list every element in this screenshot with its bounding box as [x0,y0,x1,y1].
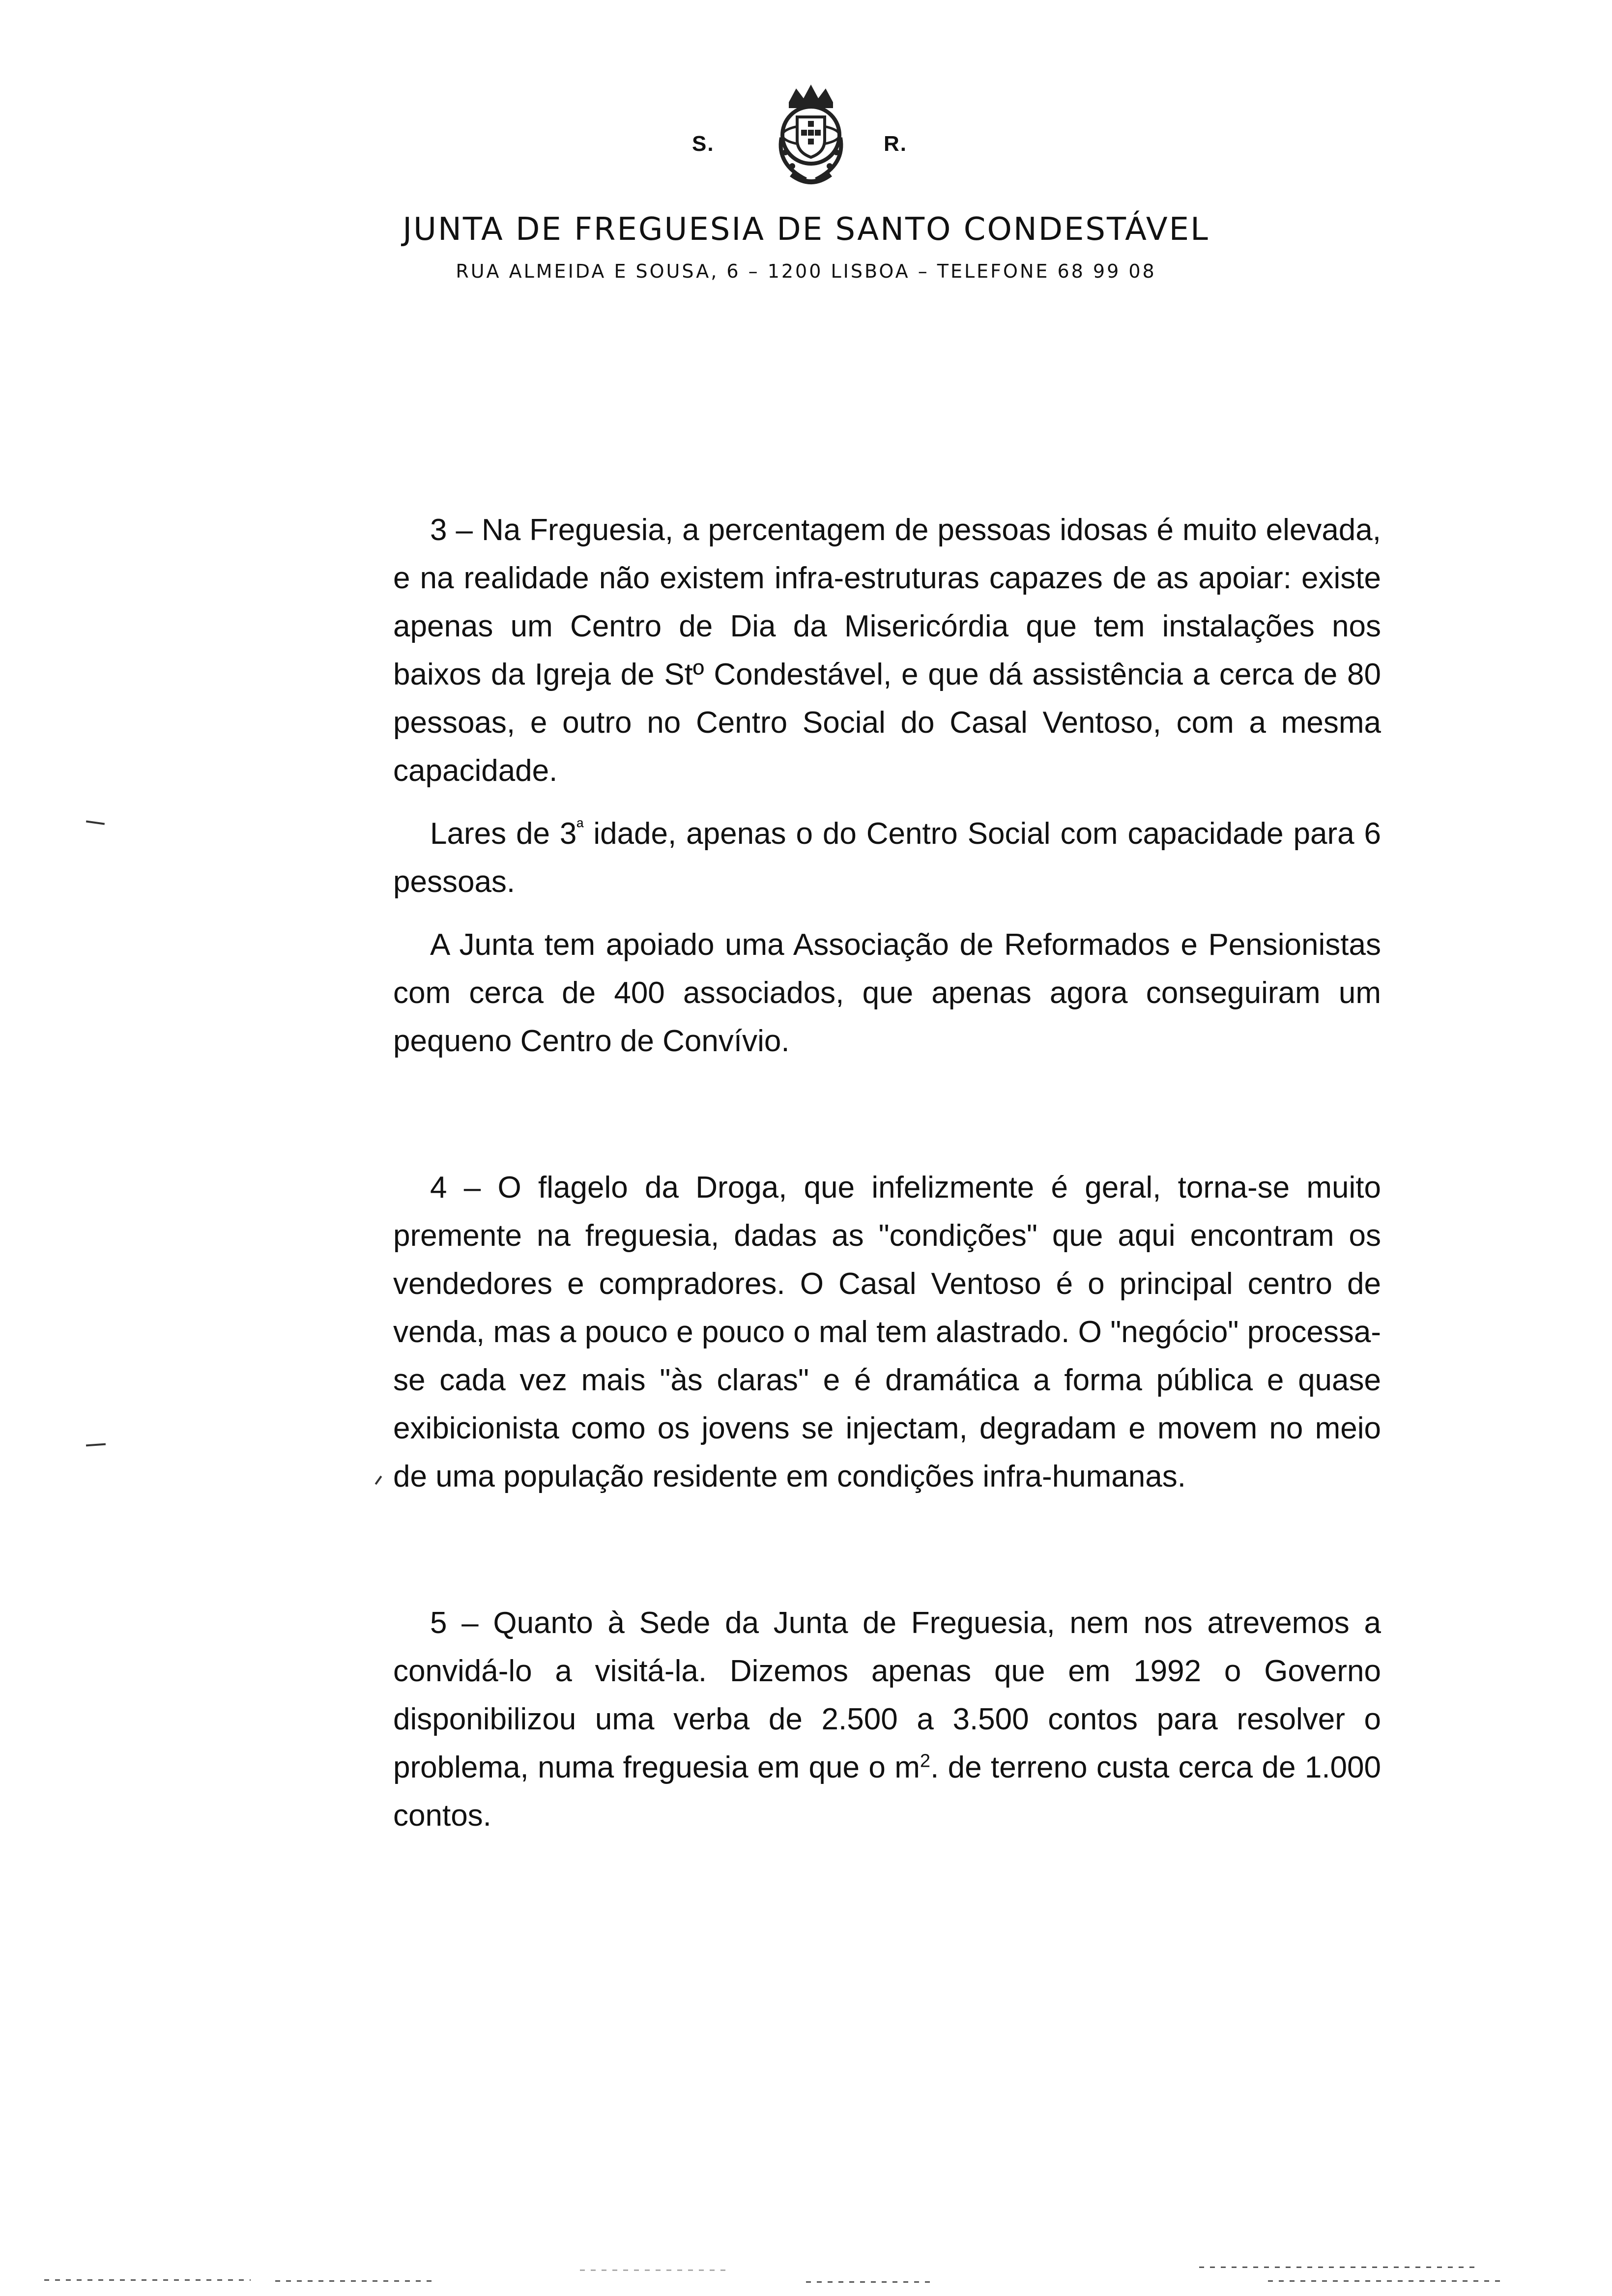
paragraph-text: . de terreno custa cerca de 1.000 contos. [393,1751,1381,1833]
section-3-paragraph-2 [393,810,1381,906]
paragraph-text: idade, apenas o do Centro Social com capacidade para 6 pessoas. [393,817,1381,899]
section-3-paragraph-3: A Junta tem apoiado uma Associação de Reformados e Pensionistas com cerca de 400 associados, que apenas agora conseguiram um pequeno Centro de Convívio. [393,928,1381,1058]
scan-noise [44,2279,251,2281]
organization-address: RUA ALMEIDA E SOUSA, 6 – 1200 LISBOA – TELEFONE 68 99 08 [456,260,1156,282]
scan-noise [1199,2267,1474,2268]
coat-of-arms-icon [762,79,860,192]
section-5-paragraph-1 [393,1599,1381,1840]
document-body [393,506,1381,1840]
margin-mark [86,1443,106,1447]
scan-noise [1268,2280,1504,2282]
section-4-paragraph-1: 4 – O flagelo da Droga, que infelizmente é geral, torna-se muito premente na freguesia, dadas as "condições" que aqui encontram os vendedores e compradores. O Casal Ventoso é o principal centro de venda, mas a pouco e pouco o mal tem alastrado. O "negócio" processa-se cada vez mais "às claras" e é dramática a forma pública e quase exibicionista como os jovens se injectam, degradam e movem no meio de uma população residente em condições infra-humanas. [393,1171,1381,1493]
section-3-paragraph-1: 3 – Na Freguesia, a percentagem de pessoas idosas é muito elevada, e na realidade não existem infra-estruturas capazes de as apoiar: existe apenas um Centro de Dia da Misericórdia que tem instalações nos baixos da Igreja de Stº Condestável, e que dá assistência a cerca de 80 pessoas, e outro no Centro Social do Casal Ventoso, com a mesma capacidade. [393,513,1381,788]
scan-noise [806,2281,934,2283]
scan-noise [580,2269,727,2271]
margin-mark [86,820,105,825]
ordinal-superscript: ª [576,817,584,838]
seal-letter-r: R. [884,132,907,156]
seal-letter-s: S. [692,132,715,156]
scan-noise [275,2280,432,2282]
organization-name: JUNTA DE FREGUESIA DE SANTO CONDESTÁVEL [403,211,1209,248]
paragraph-text: Lares de 3 [430,817,577,851]
margin-mark [375,1476,382,1485]
square-superscript: 2 [920,1751,931,1772]
seal-row [678,79,934,206]
paragraph-text: 5 – Quanto à Sede da Junta de Freguesia, nem nos atrevemos a convidá-lo a visitá-la. Dizemos apenas que em 1992 o Governo disponibilizou uma verba de 2.500 a 3.500 contos para resolver o problema, numa freguesia em que o m [393,1606,1381,1784]
